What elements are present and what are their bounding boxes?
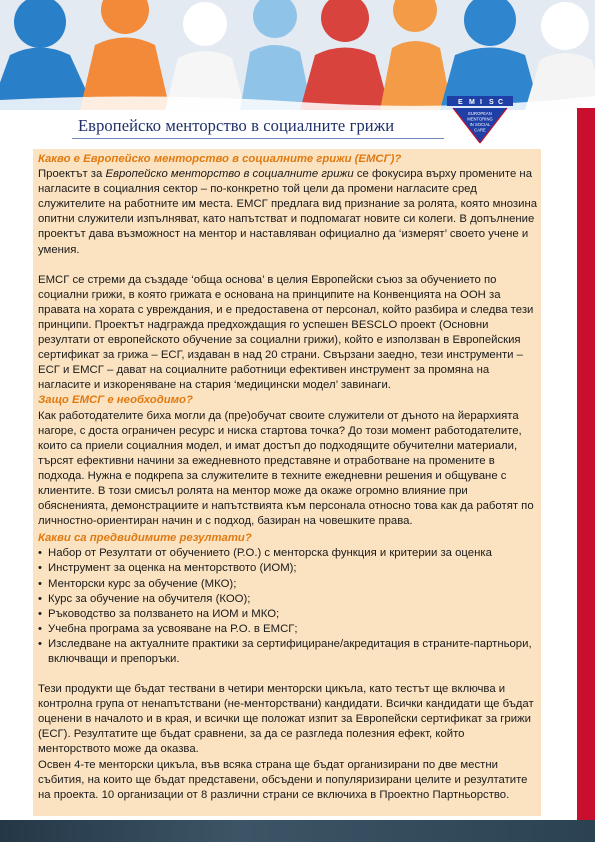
list-item: • Инструмент за оценка на менторството (ИОМ); [38, 561, 538, 576]
list-item: • Набор от Резултати от обучението (Р.О.) с менторска функция и критерии за оценка [38, 546, 538, 561]
bottom-accent-strip [0, 820, 595, 842]
logo-line: IN SOCIAL [469, 122, 491, 127]
logo-letter: C [498, 99, 504, 106]
logo-line: MENTORING [467, 116, 493, 122]
right-accent-strip [577, 108, 595, 842]
paper-people-illustration [0, 0, 595, 110]
text-run-italic: Европейско менторство в социалните грижи [105, 168, 354, 181]
list-item: • Менторски курс за обучение (МКО); [38, 577, 538, 592]
logo-letter: E [458, 99, 463, 106]
logo-line: EUROPEAN [468, 111, 492, 116]
list-item: • Учебна програма за усвояване на Р.О. в ЕМСГ; [38, 622, 538, 637]
results-list [38, 546, 538, 667]
hero-image [0, 0, 595, 110]
logo-line: CARE [474, 127, 486, 133]
text-run: се фокусира върху промените на нагласите в социалния сектор – по-конкретно той цели да промени нагласите сред служителите на работните им места. ЕМСГ предлага вид признание за ролята, която мнозина опитни служители изпълняват, като напътстват и подпомагат новите си колеги. В допълнение проектът дава възможност на ментор и наставляван официално да ‘измерят’ своето учене и умения. [38, 168, 538, 256]
section-heading: Защо ЕМСГ е необходимо? [38, 394, 193, 407]
emisc-logo-mark [445, 96, 515, 144]
paragraph: ЕМСГ се стреми да създаде ‘обща основа’ в целия Европейски съюз за обучението по социални грижи, в която грижата е основана на принципите на Конвенцията на ООН за правата на хората с увреждания, и е предоставена от персонал, който разбира и следва тези принципи. Проектът надгражда предхождащия го успешен BESCLO проект (Основни резултати от европейското обучение за социални грижи), който е използван в Европейския сертификат за грижа – ЕСГ, издаван в над 20 страни. Свързани заедно, тези инструменти – ЕСГ и ЕМСГ – дават на социалните работници ефективен инструмент за промяна на нагласите и изкореняване на стария ‘медицински модел’ завинаги. [38, 273, 534, 392]
logo-letter: I [480, 99, 482, 106]
list-item: • Изследване на актуалните практики за сертифициране/акредитация в страните-партньори, включващи и препоръки. [38, 637, 538, 667]
list-item: • Ръководство за ползването на ИОМ и МКО; [38, 607, 538, 622]
paragraph: Освен 4-те менторски цикъла, във всяка страна ще бъдат организирани по две местни събития, на които ще бъдат представени, обсъдени и популяризирани целите и резултатите на проекта. 10 организации от 8 различни страни се включиха в Проектно Партньорство. [38, 758, 528, 801]
section-heading: Какво е Европейско менторство в социалните грижи (ЕМСГ)? [38, 153, 402, 165]
paragraph-gap [38, 258, 538, 273]
paragraph-gap [38, 667, 538, 682]
paragraph: Тези продукти ще бъдат тествани в четири менторски цикъла, като тестът ще включва и контролна група от ненапътствани (не-менторствани) кандидати. Всички кандидати ще бъдат оценени в началото и в края, и всички ще положат изпит за Европейски сертификат за грижи (ЕСГ). Резултатите ще бъдат сравнени, за да се разгледа полезния ефект, който менторството може да оказва. [38, 683, 534, 756]
paragraph [38, 167, 538, 258]
section-heading: Какви са предвидимите резултати? [38, 532, 252, 545]
logo-letter: S [489, 99, 494, 106]
text-run: Проектът за [38, 168, 106, 181]
emisc-logo [445, 96, 515, 144]
title-underline [72, 138, 444, 139]
logo-letter: M [469, 99, 475, 106]
page-title: Европейско менторство в социалните грижи [78, 116, 395, 135]
list-item: • Курс за обучение на обучителя (КОО); [38, 592, 538, 607]
article-body [38, 152, 538, 803]
paragraph: Как работодателите биха могли да (пре)обучат своите служители от дъното на йерархията нагоре, с доста ограничен ресурс и ниска стартова точка? До този момент работодателите, които са приели социалния модел, и имат достъп до подходящите обучителни материали, търсят ефективни начини за ежедневното представяне и отработване на промените в подхода. Нужна е подкрепа за служителите в техните ежедневни решения и общуване с клиентите. В този смисъл ролята на ментор може да окаже огромно влияние при обясненията, демонстрациите и напътствията към персонала относно това как да работят по личностно-ориентиран начин и с подход, базиран на човешките права. [38, 409, 534, 528]
